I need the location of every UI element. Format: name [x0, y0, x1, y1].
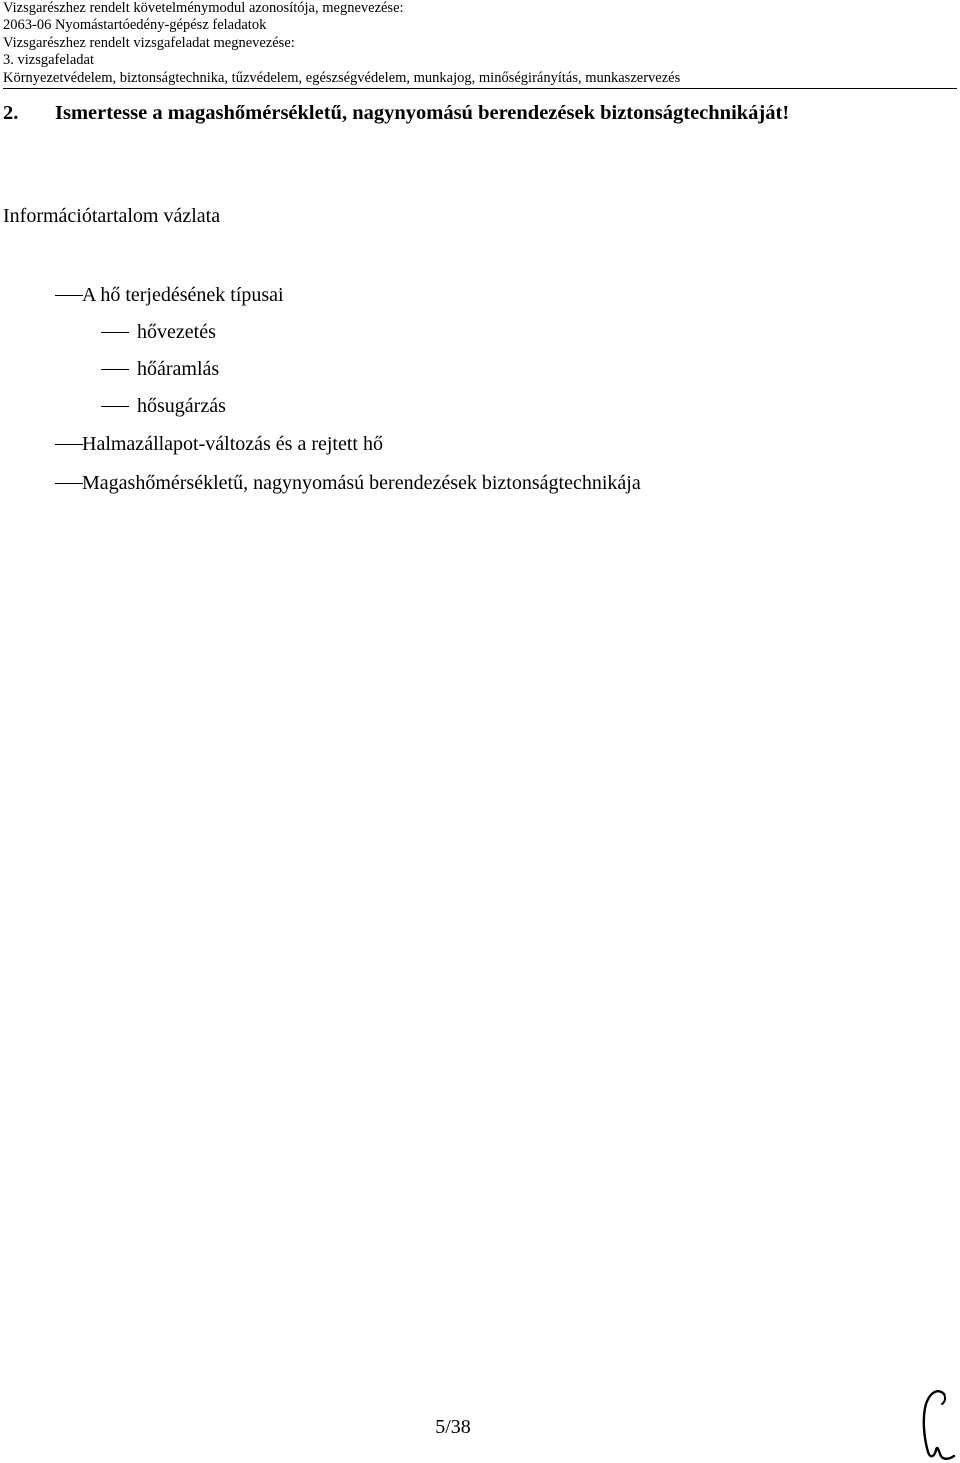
list-item-text: hőáramlás — [137, 358, 220, 380]
list-item — [137, 357, 219, 381]
question-heading — [3, 102, 789, 125]
page-header — [3, 0, 957, 87]
list-item-text: hősugárzás — [137, 395, 226, 417]
list-item — [82, 471, 641, 495]
dash-bullet — [101, 332, 129, 333]
list-item — [137, 394, 226, 418]
question-number: 2. — [3, 102, 19, 124]
list-item-text: Halmazállapot-változás és a rejtett hő — [82, 433, 383, 455]
list-item-text: A hő terjedésének típusai — [82, 284, 284, 306]
outline-title: Információtartalom vázlata — [3, 205, 221, 227]
question-text: Ismertesse a magashőmérsékletű, nagynyomású berendezések biztonságtechnikáját! — [55, 102, 790, 124]
header-module-label: Vizsgarészhez rendelt követelménymodul azonosítója, megnevezése: — [3, 0, 404, 16]
header-task-topics: Környezetvédelem, biztonságtechnika, tűzvédelem, egészségvédelem, munkajog, minőségirányítás, munkaszervezés — [3, 69, 681, 86]
dash-bullet — [101, 406, 129, 407]
dash-bullet — [55, 483, 83, 484]
dash-bullet — [101, 369, 129, 370]
header-module-name: 2063-06 Nyomástartóedény-gépész feladatok — [3, 17, 267, 34]
list-item — [82, 283, 284, 307]
page-number: 5/38 — [435, 1416, 471, 1438]
list-item — [137, 320, 216, 344]
header-task-number: 3. vizsgafeladat — [3, 52, 94, 69]
list-item-text: hővezetés — [137, 321, 216, 343]
list-item — [82, 432, 383, 456]
initials-signature — [918, 1386, 958, 1462]
list-item-text: Magashőmérsékletű, nagynyomású berendezések biztonságtechnikája — [82, 472, 641, 494]
header-divider — [3, 88, 957, 89]
dash-bullet — [55, 295, 83, 296]
header-task-label: Vizsgarészhez rendelt vizsgafeladat megnevezése: — [3, 34, 295, 51]
dash-bullet — [55, 444, 83, 445]
